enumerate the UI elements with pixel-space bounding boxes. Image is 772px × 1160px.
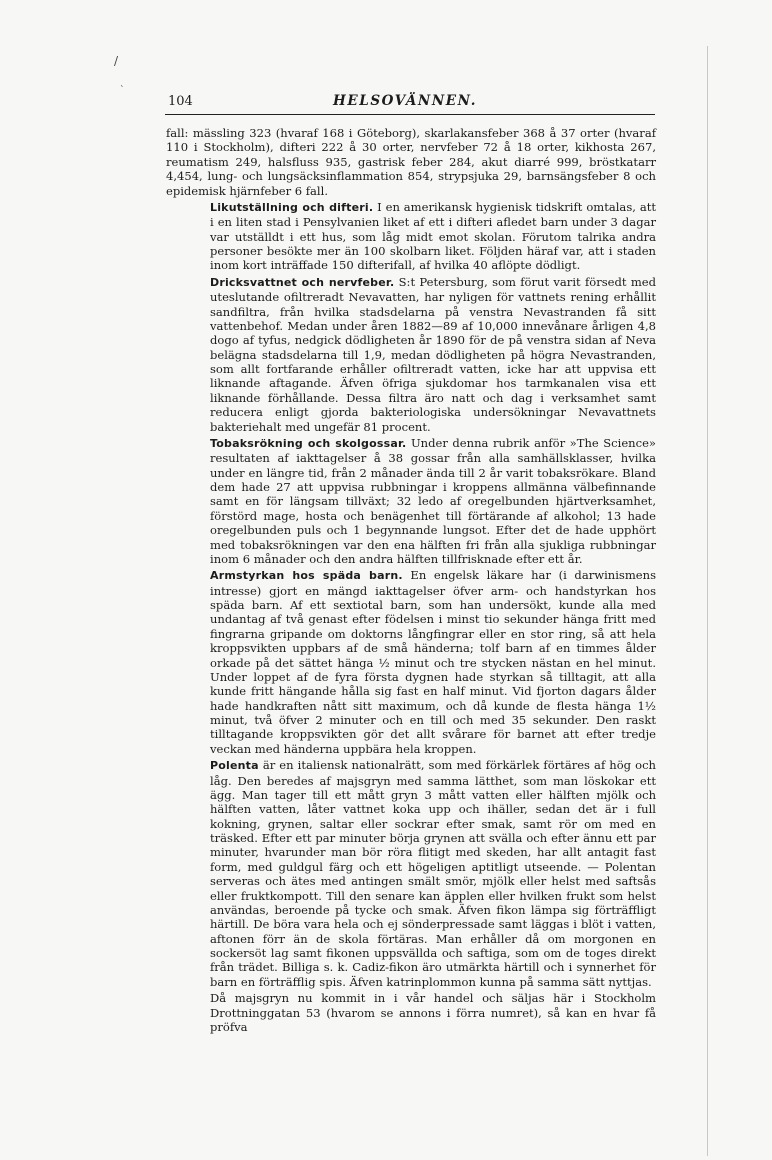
page-edge-rule bbox=[707, 46, 708, 1156]
paragraph-statistics bbox=[166, 126, 656, 198]
page-header bbox=[165, 92, 655, 115]
paragraph-armstyrkan bbox=[166, 568, 656, 756]
section-heading: Likutställning och difteri. bbox=[210, 200, 374, 214]
paragraph-majsgryn bbox=[166, 991, 656, 1034]
running-title: HELSOVÄNNEN. bbox=[333, 93, 478, 109]
section-heading: Tobaksrökning och skolgossar. bbox=[210, 436, 407, 450]
section-heading: Polenta bbox=[210, 759, 259, 773]
paragraph-likutstallning bbox=[166, 200, 656, 273]
article-body bbox=[166, 126, 656, 1036]
paragraph-text: fall: mässling 323 (hvaraf 168 i Göteborg), skarlakansfeber 368 å 37 orter (hvaraf 110 i Stockholm), difteri 222 å 30 orter, nervfeber 72 å 18 orter, kikhosta 267, reumatism 249, halsfluss 935, gastrisk feber 284, akut diarré 999, bröstkatarr 4,454, lung- och lungsäcksinflammation 854, strypsjuka 29, barnsängsfeber 8 och epidemisk hjärnfeber 6 fall. bbox=[166, 126, 656, 198]
paragraph-text: S:t Petersburg, som förut varit försedt med uteslutande ofiltreradt Nevavatten, har nyligen för vattnets rening erhållit sandfiltra, från hvilka stadsdelarna på venstra Nevastranden få sitt vattenbehof. Medan under åren 1882—89 af 10,000 innevånare årligen 4,8 dogo af tyfus, nedgick dödligheten år 1890 för de på venstra sidan af Neva belägna stadsdelarna till 1,9, medan dödligheten på högra Nevastranden, som allt fortfarande erhåller ofiltreradt vatten, icke har att uppvisa ett liknande aftagande. Äfven öfriga sjukdomar hos tarmkanalen visa ett liknande förhållande. Dessa filtra äro natt och dag i verksamhet samt reducera enligt gjorda bakteriologiska undersökningar Nevavattnets bakteriehalt med ungefär 81 procent. bbox=[210, 274, 656, 434]
paragraph-text: Då majsgryn nu kommit in i vår handel och säljas här i Stockholm Drottninggatan 53 (hvarom se annons i förra numret), så kan en hvar få pröfva bbox=[210, 991, 656, 1034]
paragraph-text: En engelsk läkare har (i darwinismens intresse) gjort en mängd iakttagelser öfver arm- och handstyrkan hos späda barn. Af ett sextiotal barn, som han undersökt, kunde alla med undantag af två genast efter födelsen i minst tio sekunder hänga fritt med fingrarna gripande om doktorns långfingrar eller en stor ring, så att hela kroppsvikten uppbars af de små händerna; tolf barn af en timmes ålder orkade på det sättet hänga ½ minut och tre stycken nästan en hel minut. Under loppet af de fyra första dygnen hade styrkan så tilltagit, att alla kunde fritt hängande hålla sig fast en half minut. Vid fjorton dagars ålder hade handkraften nått sitt maximum, och då kunde de flesta hänga 1½ minut, två öfver 2 minuter och en till och med 35 sekunder. Den raskt tilltagande kroppsvikten gör det allt svårare för barnet att efter tredje veckan med händerna uppbära hela kroppen. bbox=[210, 568, 657, 756]
paragraph-tobaksrokning bbox=[166, 436, 656, 566]
margin-mark: / bbox=[114, 54, 119, 68]
paragraph-text: är en italiensk nationalrätt, som med förkärlek förtäres af hög och låg. Den beredes af majsgryn med samma lätthet, som man löskokar ett ägg. Man tager till ett mått gryn 3 mått vatten eller hälften mjölk och hälften vatten, låter vattnet koka upp och ihäller, sedan det är i full kokning, grynen, saltar eller sockrar efter smak, samt rör om med en träsked. Efter ett par minuter börja grynen att svälla och efter ännu ett par minuter, hvarunder man bör röra flitigt med skeden, har allt antagit fast form, med guldgul färg och ett högeligen aptitligt utseende. — Polentan serveras och ätes med antingen smält smör, mjölk eller helst med saftsås eller fruktkompott. Till den senare kan äpplen eller hvilken frukt som helst användas, beroende på tycke och smak. Äfven fikon lämpa sig förträffligt härtill. De böra vara hela och ej sönderpressade samt läggas i blöt i vatten, aftonen förr än de skola förtäras. Man erhåller då om morgonen en sockersöt lag samt fikonen uppsvällda och saftiga, som om de toges direkt från trädet. Billiga s. k. Cadiz-fikon äro utmärkta härtill och i synnerhet för barn en förträfflig spis. Äfven katrinplommon kunna på samma sätt nyttjas. bbox=[210, 758, 656, 989]
paragraph-text: Under denna rubrik anför »The Science» resultaten af iakttagelser å 38 gossar från alla samhällsklasser, hvilka under en längre tid, från 2 månader ända till 2 år varit tobaksrökare. Bland dem hade 27 att uppvisa rubbningar i kroppens allmänna välbefinnande samt en för längsam tillväxt; 32 ledo af oregelbunden hjärtverksamhet, förstörd mage, hosta och benägenhet till förtärande af alkohol; 13 hade oregelbunden puls och 1 begynnande lungsot. Efter det de hade upphört med tobaksrökningen var den ena hälften fri från alla sjukliga rubbningar inom 6 månader och den andra hälften tillfrisknade efter ett år. bbox=[210, 435, 656, 566]
paragraph-text: I en amerikansk hygienisk tidskrift omtalas, att i en liten stad i Pensylvanien liket af ett i difteri afledet barn under 3 dagar var utställdt i ett hus, som låg midt emot skolan. Förutom talrika andra personer besökte mer än 100 skolbarn liket. Följden häraf var, att i staden inom kort inträffade 150 difterifall, af hvilka 40 aflöpte dödligt. bbox=[210, 199, 656, 273]
page-number: 104 bbox=[168, 94, 193, 109]
section-heading: Armstyrkan hos späda barn. bbox=[210, 569, 403, 583]
margin-mark: ` bbox=[120, 86, 125, 96]
paragraph-dricksvattnet bbox=[166, 275, 656, 434]
section-heading: Dricksvattnet och nervfeber. bbox=[210, 275, 395, 289]
paragraph-polenta bbox=[166, 758, 656, 989]
